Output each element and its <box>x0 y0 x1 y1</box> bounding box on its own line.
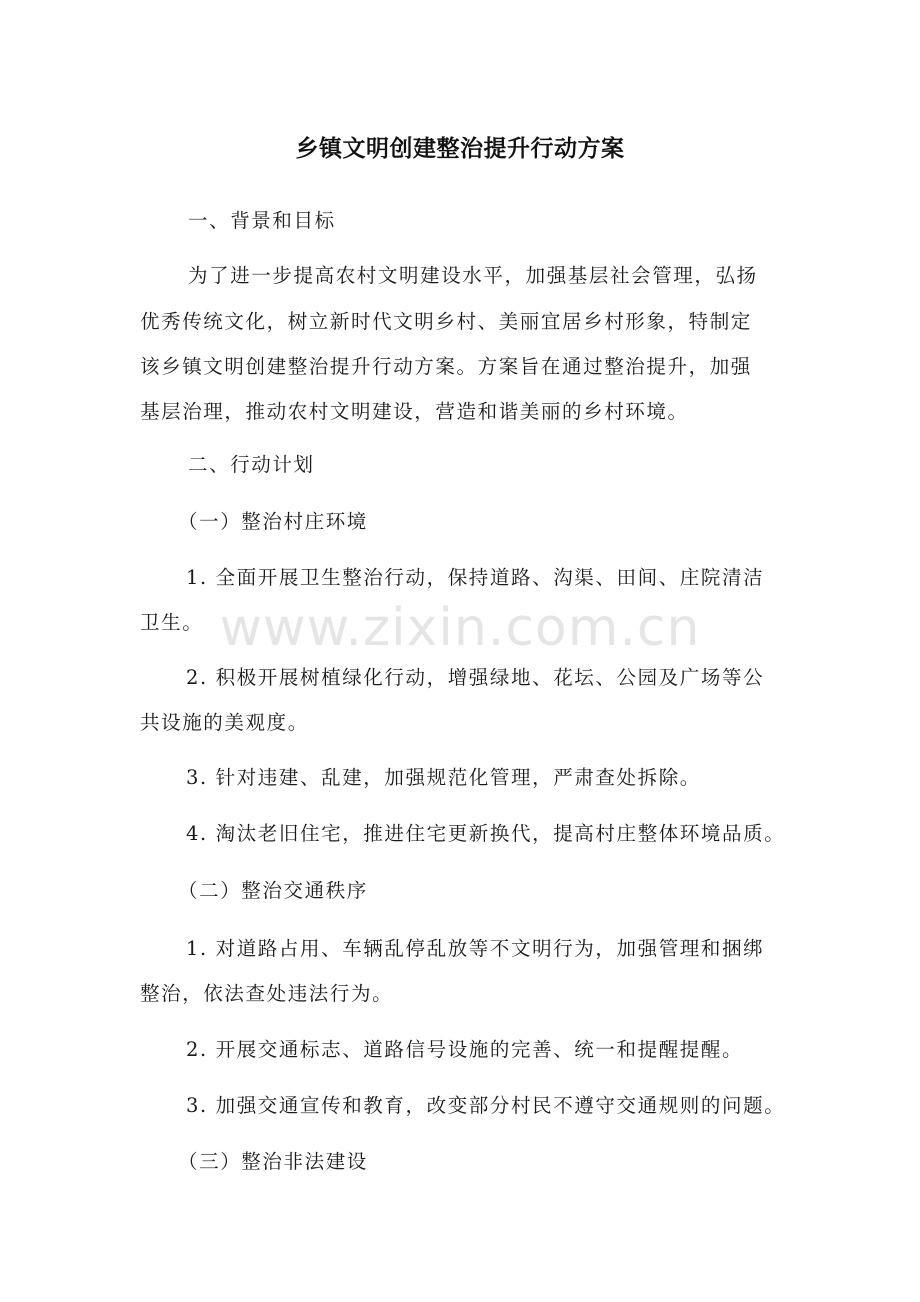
paragraph-line: 优秀传统文化，树立新时代文明乡村、美丽宜居乡村形象，特制定 <box>140 310 752 333</box>
section-heading: 一、背景和目标 <box>188 209 336 232</box>
subsection-heading: （二）整治交通秩序 <box>178 879 368 902</box>
subsection-heading: （三）整治非法建设 <box>178 1150 368 1173</box>
subsection-heading: （一）整治村庄环境 <box>178 510 368 533</box>
list-item-line: 卫生。 <box>140 611 204 634</box>
list-item-line: 共设施的美观度。 <box>140 711 309 734</box>
list-item-line: 1. 对道路占用、车辆乱停乱放等不文明行为，加强管理和捆绑 <box>186 937 765 960</box>
list-item-line: 2. 积极开展树植绿化行动，增强绿地、花坛、公园及广场等公 <box>186 666 765 689</box>
list-item-line: 4. 淘汰老旧住宅，推进住宅更新换代，提高村庄整体环境品质。 <box>186 822 786 845</box>
paragraph-line: 为了进一步提高农村文明建设水平，加强基层社会管理，弘扬 <box>188 264 758 287</box>
list-item-line: 2. 开展交通标志、道路信号设施的完善、统一和提醒提醒。 <box>186 1038 744 1061</box>
list-item-line: 1. 全面开展卫生整治行动，保持道路、沟渠、田间、庄院清洁 <box>186 566 765 589</box>
list-item-line: 整治，依法查处违法行为。 <box>140 982 394 1005</box>
document-title: 乡镇文明创建整治提升行动方案 <box>295 136 625 162</box>
section-heading: 二、行动计划 <box>188 453 315 476</box>
paragraph-line: 该乡镇文明创建整治提升行动方案。方案旨在通过整治提升，加强 <box>140 355 752 378</box>
list-item-line: 3. 加强交通宣传和教育，改变部分村民不遵守交通规则的问题。 <box>186 1094 786 1117</box>
watermark: www.zixin.com.cn <box>219 598 701 658</box>
paragraph-line: 基层治理，推动农村文明建设，营造和谐美丽的乡村环境。 <box>140 400 689 423</box>
list-item-line: 3. 针对违建、乱建，加强规范化管理，严肃查处拆除。 <box>186 766 701 789</box>
